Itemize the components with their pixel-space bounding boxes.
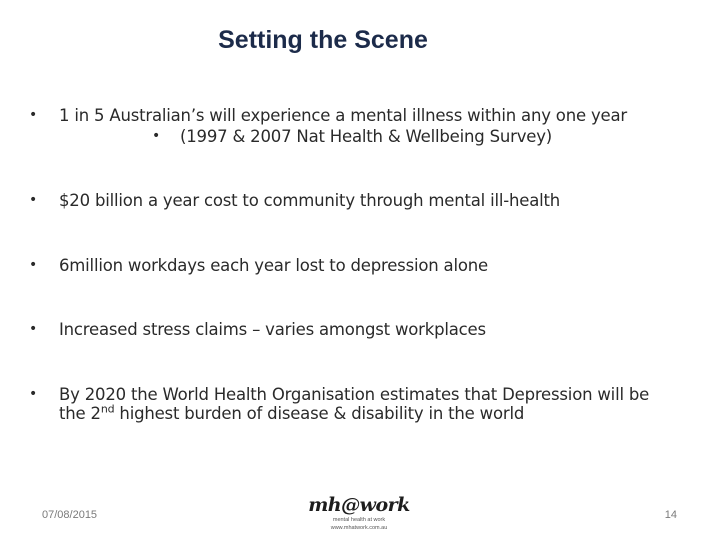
logo-url: www.mhatwork.com.au: [330, 525, 388, 531]
bullet-text: Increased stress claims – varies amongst workplaces: [59, 320, 486, 339]
bullet-text-line2-post: highest burden of disease & disability in the world: [114, 404, 525, 423]
bullet-text: 6million workdays each year lost to depression alone: [59, 256, 488, 275]
ordinal-suffix: nd: [100, 402, 115, 416]
slide-title: Setting the Scene: [218, 26, 428, 54]
bullet-marker: •: [29, 107, 38, 123]
bullet-text: [59, 385, 709, 423]
bullet-text: (1997 & 2007 Nat Health & Wellbeing Survey): [180, 127, 553, 146]
bullet-marker: •: [29, 257, 38, 273]
bullet-marker: •: [29, 386, 38, 402]
bullet-text: 1 in 5 Australian’s will experience a mental illness within any one year: [59, 106, 627, 125]
bullet-marker: •: [152, 128, 161, 144]
bullet-marker: •: [29, 192, 38, 208]
page-number: 14: [664, 509, 677, 521]
mh-at-work-logo: [304, 494, 414, 538]
bullet-text-line1: By 2020 the World Health Organisation estimates that Depression will be: [59, 385, 650, 404]
logo-tagline: mental health at work: [332, 517, 386, 523]
footer-date: 07/08/2015: [42, 509, 98, 521]
bullet-text: $20 billion a year cost to community through mental ill-health: [59, 191, 561, 210]
bullet-marker: •: [29, 321, 38, 337]
logo-wordmark: mh@work: [308, 494, 410, 516]
bullet-text-line2-pre: the 2: [59, 404, 101, 423]
